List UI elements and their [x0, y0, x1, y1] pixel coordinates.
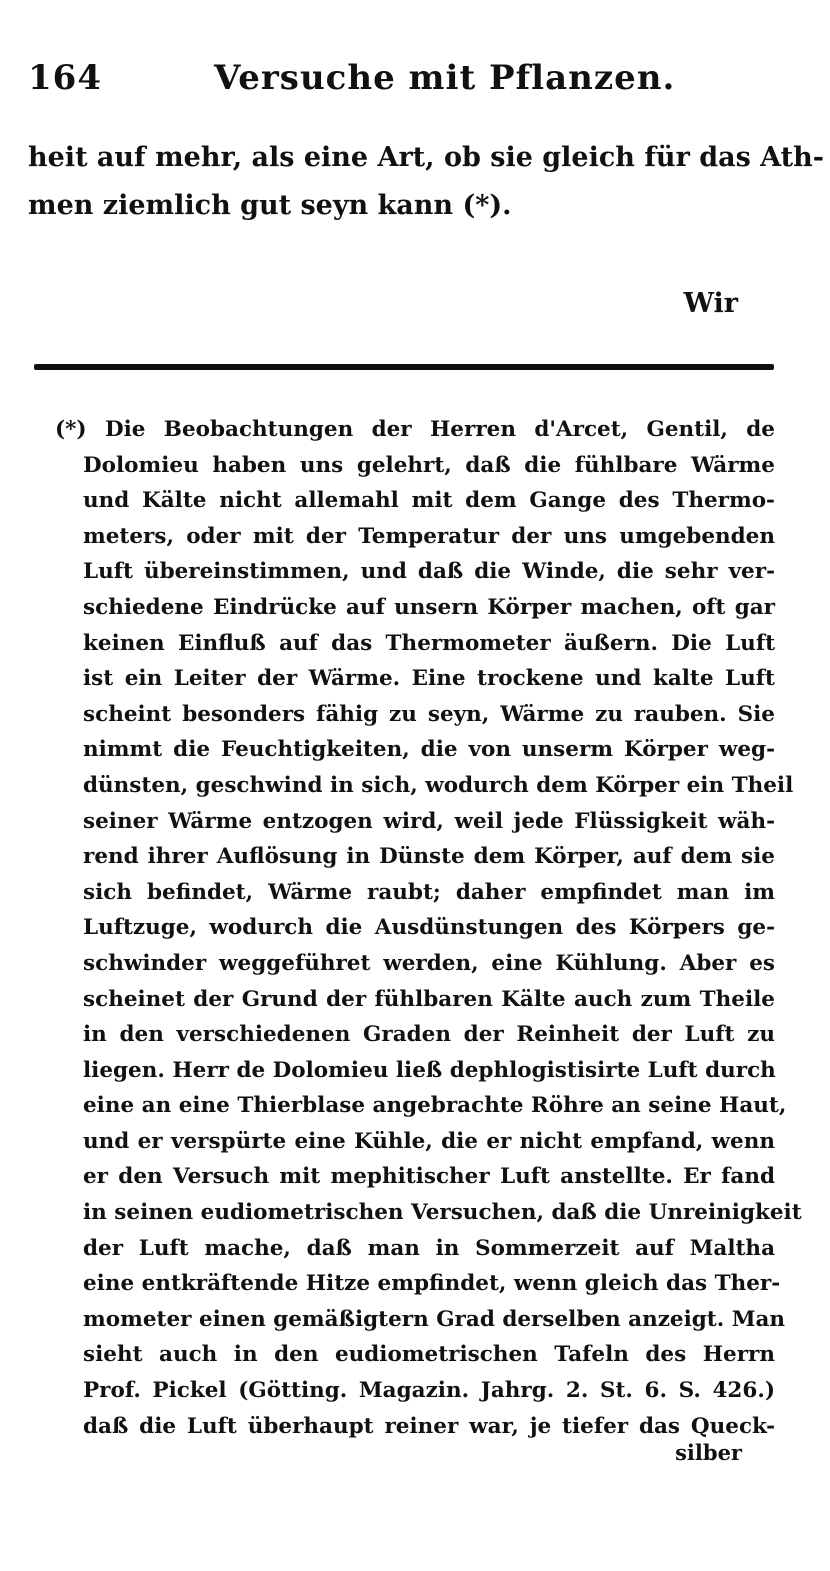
footnote-line: dünsten, geschwind in sich, wodurch dem Körper ein Theil — [83, 772, 794, 798]
footnote-line: sich befindet, Wärme raubt; daher empfindet man im — [83, 879, 775, 905]
footnote-line: liegen. Herr de Dolomieu ließ dephlogistisirte Luft durch — [83, 1057, 776, 1083]
page-number: 164 — [28, 58, 102, 98]
footnote-line: und er verspürte eine Kühle, die er nicht empfand, wenn — [83, 1128, 775, 1154]
main-text — [28, 134, 824, 230]
footnote-line: meters, oder mit der Temperatur der uns umgebenden — [83, 523, 775, 549]
footnote — [55, 412, 802, 1444]
footnote-line: sieht auch in den eudiometrischen Tafeln des Herrn — [83, 1342, 775, 1368]
footnote-line: (*) Die Beobachtungen der Herren d'Arcet, Gentil, de — [55, 417, 775, 442]
footnote-line: daß die Luft überhaupt reiner war, je tiefer das Queck- — [83, 1413, 775, 1439]
footnote-line: mometer einen gemäßigtern Grad derselben anzeigt. Man — [83, 1306, 786, 1332]
page-header — [28, 58, 768, 108]
footnote-line: eine entkräftende Hitze empfindet, wenn gleich das Ther- — [83, 1271, 781, 1297]
footnote-catchword: silber — [675, 1440, 742, 1465]
footnote-line: scheint besonders fähig zu seyn, Wärme zu rauben. Sie — [83, 701, 775, 727]
footnote-line: eine an eine Thierblase angebrachte Röhre an seine Haut, — [83, 1093, 787, 1119]
footnote-line: seiner Wärme entzogen wird, weil jede Flüssigkeit wäh- — [83, 808, 775, 834]
footnote-line: in seinen eudiometrischen Versuchen, daß die Unreinigkeit — [83, 1200, 802, 1226]
footnote-line: Prof. Pickel (Götting. Magazin. Jahrg. 2. St. 6. S. 426.) — [83, 1378, 775, 1404]
footnote-line: ist ein Leiter der Wärme. Eine trockene und kalte Luft — [83, 666, 775, 692]
footnote-line: Dolomieu haben uns gelehrt, daß die fühlbare Wärme — [83, 452, 775, 478]
footnote-line: er den Versuch mit mephitischer Luft anstellte. Er fand — [83, 1164, 775, 1190]
footnote-line: Luftzuge, wodurch die Ausdünstungen des Körpers ge- — [83, 915, 775, 941]
main-text-line: heit auf mehr, als eine Art, ob sie gleich für das Ath- — [28, 142, 824, 173]
footnote-line: scheinet der Grund der fühlbaren Kälte auch zum Theile — [83, 986, 775, 1012]
footnote-line: schiedene Eindrücke auf unsern Körper machen, oft gar — [83, 594, 775, 620]
footnote-line: schwinder weggeführet werden, eine Kühlung. Aber es — [83, 950, 775, 976]
footnote-line: der Luft mache, daß man in Sommerzeit auf Maltha — [83, 1235, 775, 1261]
footnote-line: Luft übereinstimmen, und daß die Winde, die sehr ver- — [83, 559, 775, 585]
footnote-line: in den verschiedenen Graden der Reinheit der Luft zu — [83, 1022, 775, 1048]
footnote-divider-rule — [34, 364, 774, 370]
footnote-line: nimmt die Feuchtigkeiten, die von unserm Körper weg- — [83, 737, 775, 763]
footnote-line: und Kälte nicht allemahl mit dem Gange des Thermo- — [83, 488, 775, 514]
main-text-line: men ziemlich gut seyn kann (*). — [28, 190, 512, 221]
running-title: Versuche mit Pflanzen. — [214, 58, 676, 98]
footnote-line: keinen Einfluß auf das Thermometer äußern. Die Luft — [83, 630, 775, 656]
main-catchword: Wir — [683, 288, 738, 319]
footnote-line: rend ihrer Auflösung in Dünste dem Körper, auf dem sie — [83, 844, 775, 870]
